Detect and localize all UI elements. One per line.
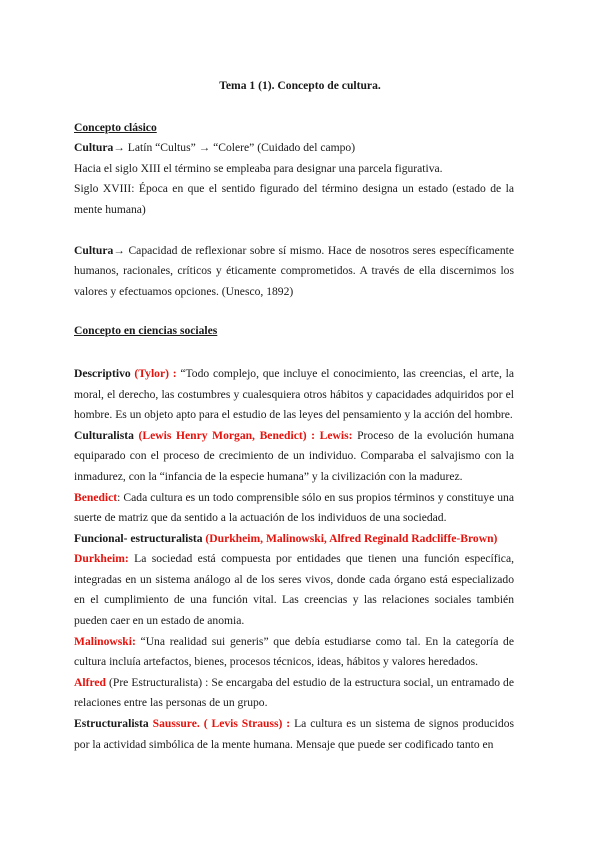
author-lewis-morgan: (Lewis Henry Morgan, Benedict) : Lewis: (133, 428, 353, 442)
text-malinowski: “Una realidad sui generis” que debía estudiarse como tal. En la categoría de cultura incluía artefactos, bienes, procesos técnicos, ideas, hábitos y valores heredados. (74, 634, 514, 669)
text-durkheim: La sociedad está compuesta por entidades que tienen una función específica, integradas en un sistema análogo al de los seres vivos, donde cada órgano está especializado en el cumplimiento de una función vital. Las creencias y las relaciones sociales también pueden caer en un estado de anomia. (74, 552, 514, 628)
paragraph-estructuralista (74, 714, 514, 755)
text-benedict: : Cada cultura es un todo comprensible sólo en sus propios términos y constituye una suerte de matriz que da sentido a la actuación de los individuos de una sociedad. (74, 490, 514, 525)
paragraph-benedict (74, 488, 514, 529)
paragraph-malinowski (74, 632, 514, 673)
text-estructuralista: La cultura es un sistema de signos producidos por la actividad simbólica de la mente humana. Mensaje que puede ser codificado tanto en (74, 717, 515, 751)
spacer (74, 342, 514, 364)
paragraph-alfred (74, 673, 514, 714)
term-culturalista: Culturalista (74, 428, 134, 442)
text-descriptivo: “Todo complejo, que incluye el conocimiento, las creencias, el arte, la moral, el derecho, las costumbres y cualesquiera otros hábitos y capacidades adquiridos por el hombre. Es un objeto apto para el estudio de las leyes del pensamiento y la acción del hombre. (74, 366, 514, 422)
line-cultura-etimologia (74, 138, 514, 159)
paragraph-culturalista (74, 426, 514, 488)
document-title: Tema 1 (1). Concepto de cultura. (219, 79, 381, 92)
term-funcional-estructuralista: Funcional- estructuralista (74, 531, 203, 545)
spacer (74, 302, 514, 321)
text-cultura-unesco: → Capacidad de reflexionar sobre sí mismo. Hace de nosotros seres específicamente humanos, racionales, críticos y éticamente comprometidos. A través de ella discernimos los valores y efectuamos opciones. (Unesco, 1892) (74, 243, 514, 298)
term-estructuralista: Estructuralista (74, 717, 149, 731)
author-saussure-levi-strauss: Saussure. ( Levis Strauss) : (148, 717, 291, 731)
heading-concepto-clasico: Concepto clásico (74, 120, 157, 134)
spacer (74, 221, 514, 241)
line-funcional-estructuralista (74, 529, 514, 550)
author-malinowski: Malinowski: (74, 634, 136, 648)
author-alfred: Alfred (74, 675, 106, 689)
author-durkheim: Durkheim: (74, 552, 129, 566)
text-culturalista: Proceso de la evolución humana equiparado con el proceso de crecimiento de un individuo. Comparaba el salvajismo con la inmadurez, con la “infancia de la especie humana” y la civilización con la madurez. (74, 428, 514, 483)
author-tylor: (Tylor) : (130, 366, 177, 380)
paragraph-descriptivo (74, 364, 514, 426)
term-cultura: Cultura (74, 141, 114, 155)
term-descriptivo: Descriptivo (74, 366, 131, 380)
paragraph-cultura-unesco (74, 241, 514, 303)
text-cultura-etimologia: → Latín “Cultus” → “Colere” (Cuidado del campo) (113, 141, 356, 155)
line-siglo-xviii: Siglo XVIII: Época en que el sentido figurado del término designa un estado (estado de la mente humana) (74, 182, 514, 216)
paragraph-durkheim (74, 549, 514, 631)
author-benedict: Benedict (74, 490, 118, 504)
term-cultura-2: Cultura (74, 243, 114, 257)
line-siglo-xiii: Hacia el siglo XIII el término se empleaba para designar una parcela figurativa. (74, 161, 443, 175)
heading-concepto-ciencias-sociales: Concepto en ciencias sociales (74, 324, 218, 338)
text-alfred: (Pre Estructuralista) : Se encargaba del estudio de la estructura social, un entramado de relaciones entre las personas de un grupo. (74, 675, 514, 710)
author-durkheim-malinowski-radcliffe: (Durkheim, Malinowski, Alfred Reginald Radcliffe-Brown) (202, 531, 498, 545)
